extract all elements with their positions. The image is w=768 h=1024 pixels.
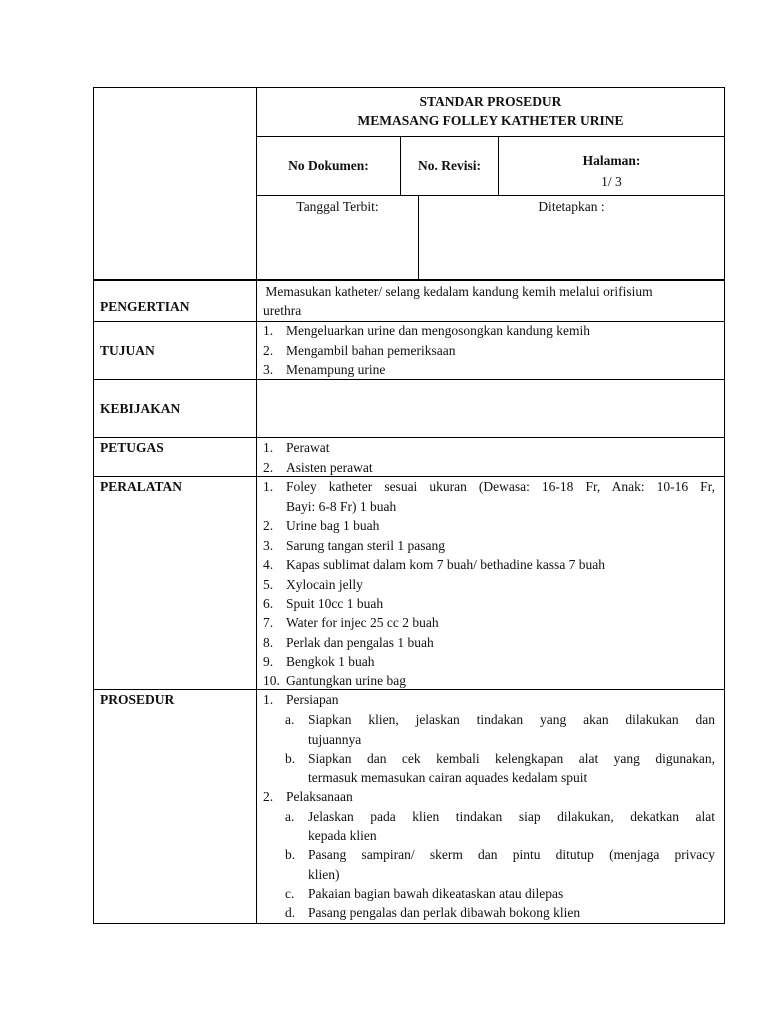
sub-list-text: termasuk memasukan cairan aquades kedalam spuit [308,770,588,785]
sub-list-text: Siapkan dan cek kembali kelengkapan alat yang digunakan, [308,750,715,766]
pengertian-text-line2: urethra [263,303,302,318]
list-item [263,477,715,496]
list-item [263,438,715,457]
list-item [263,536,715,555]
sub-list-item [263,884,715,903]
halaman-label: Halaman: [582,153,641,168]
list-text: Pelaksanaan [286,789,353,804]
border-header-doc-bottom [256,195,725,196]
list-item [263,787,715,806]
sub-list-continuation [263,730,715,749]
pengertian-label: PENGERTIAN [100,299,190,314]
sub-list-text: Jelaskan pada klien tindakan siap dilakukan, dekatkan alat [308,808,715,824]
sub-list-item [263,749,715,768]
list-item [263,321,715,340]
tujuan-label: TUJUAN [100,343,155,358]
list-item [263,575,715,594]
list-item [263,652,715,671]
list-number: 1. [263,440,274,455]
list-number: 6. [263,595,274,611]
petugas-label: PETUGAS [100,440,164,455]
list-item [263,458,715,477]
list-number: 2. [263,789,274,804]
list-number: 5. [263,576,274,592]
document-title-line1: STANDAR PROSEDUR [419,94,562,109]
prosedur-label: PROSEDUR [100,692,175,707]
list-text: Bengkok 1 buah [286,654,375,669]
list-text: Urine bag 1 buah [286,518,380,533]
list-text: Spuit 10cc 1 buah [286,595,384,611]
list-text: Persiapan [286,692,339,707]
list-number: 8. [263,634,274,650]
list-text: Perawat [286,440,330,455]
border-header-title-bottom [256,136,725,137]
sub-list-letter: c. [285,886,295,901]
no-revisi-label: No. Revisi: [418,158,481,173]
list-number: 7. [263,615,274,630]
sub-list-text: Siapkan klien, jelaskan tindakan yang akan dilakukan dan [308,712,715,727]
sub-list-continuation [263,826,715,845]
sub-list-letter: b. [285,847,296,862]
list-text: Bayi: 6-8 Fr) 1 buah [286,498,397,514]
list-item [263,516,715,535]
sub-list-text: klien) [308,866,340,882]
border-header-bottom [93,279,725,281]
list-item [263,360,715,379]
list-number: 1. [263,692,274,707]
list-number: 3. [263,537,274,553]
sub-list-letter: b. [285,750,296,766]
sub-list-text: Pasang pengalas dan perlak dibawah bokong klien [308,905,581,920]
list-item [263,671,715,690]
list-text: Xylocain jelly [286,576,363,592]
tanggal-terbit-label: Tanggal Terbit: [296,199,379,214]
list-text: Foley katheter sesuai ukuran (Dewasa: 16-18 Fr, Anak: 10-16 Fr, [286,479,715,494]
list-item [263,690,715,709]
list-text: Mengambil bahan pemeriksaan [286,342,456,358]
list-text: Gantungkan urine bag [286,673,406,688]
border-outer-bottom [93,923,725,924]
halaman-value: 1/ 3 [601,174,622,189]
sub-list-text: kepada klien [308,828,377,843]
sub-list-text: Pasang sampiran/ skerm dan pintu ditutup (menjaga privacy [308,847,715,862]
sub-list-item [263,710,715,729]
list-number: 2. [263,342,274,358]
list-item [263,555,715,574]
list-text: Sarung tangan steril 1 pasang [286,537,445,553]
border-outer-right [724,87,725,924]
list-text: Mengeluarkan urine dan mengosongkan kandung kemih [286,323,591,338]
kebijakan-label: KEBIJAKAN [100,401,181,416]
sub-list-letter: d. [285,905,296,920]
border-outer-top [93,87,725,88]
sub-list-continuation [263,768,715,787]
sub-list-text: tujuannya [308,731,362,747]
list-text: Menampung urine [286,362,386,377]
list-text: Perlak dan pengalas 1 buah [286,634,434,650]
sub-list-item [263,807,715,826]
ditetapkan-label: Ditetapkan : [538,199,605,214]
list-text: Kapas sublimat dalam kom 7 buah/ bethadine kassa 7 buah [286,557,606,572]
sub-list-text: Pakaian bagian bawah dikeataskan atau dilepas [308,886,564,901]
sub-list-item [263,845,715,864]
peralatan-label: PERALATAN [100,479,183,494]
list-text: Asisten perawat [286,459,373,475]
list-item [263,341,715,360]
list-number: 2. [263,459,274,475]
list-item-continuation [263,497,715,516]
list-number: 2. [263,518,274,533]
sub-list-letter: a. [285,712,295,727]
list-text: Water for injec 25 cc 2 buah [286,615,439,630]
list-number: 4. [263,557,274,572]
sub-list-letter: a. [285,808,295,824]
pengertian-text-line1: Memasukan katheter/ selang kedalam kandung kemih melalui orifisium [262,284,653,299]
document-title-line2: MEMASANG FOLLEY KATHETER URINE [357,113,624,128]
list-number: 3. [263,362,274,377]
border-outer-left [93,87,94,924]
list-item [263,633,715,652]
list-item [263,613,715,632]
list-number: 10. [263,673,280,688]
list-number: 1. [263,323,274,338]
sub-list-item [263,903,715,922]
list-number: 1. [263,479,274,494]
sub-list-continuation [263,865,715,884]
list-number: 9. [263,654,274,669]
list-item [263,594,715,613]
no-dokumen-label: No Dokumen: [288,158,369,173]
